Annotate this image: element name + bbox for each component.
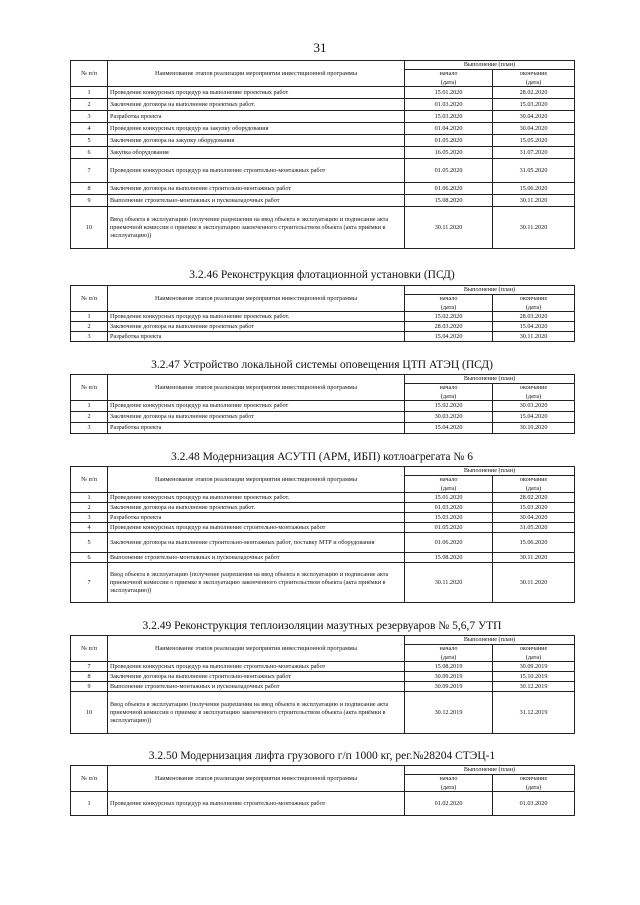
row-start: 30.11.2020 xyxy=(405,207,493,249)
header-date: (дата) xyxy=(493,79,575,87)
table-row xyxy=(71,662,575,672)
row-end: 30.11.2020 xyxy=(493,563,575,603)
table-row xyxy=(71,503,575,513)
row-end: 15.06.2020 xyxy=(493,183,575,195)
header-start: начало xyxy=(405,384,493,393)
schedule-table xyxy=(70,285,575,342)
header-date: (дата) xyxy=(405,784,493,792)
header-start: начало xyxy=(405,476,493,485)
header-end: окончание xyxy=(493,70,575,79)
row-name: Проведение конкурсных процедур на выполнение строительно-монтажных работ xyxy=(108,159,405,183)
row-end: 31.05.2020 xyxy=(493,523,575,533)
schedule-table xyxy=(70,765,575,816)
row-start: 01.05.2020 xyxy=(405,159,493,183)
row-start: 15.08.2019 xyxy=(405,662,493,672)
section-heading: 3.2.47 Устройство локальной системы оповещения ЦТП АТЭЦ (ПСД) xyxy=(151,359,493,371)
row-name: Заключение договора на выполнение проектных работ. xyxy=(108,99,405,111)
table-row xyxy=(71,123,575,135)
row-num: 2 xyxy=(71,322,108,332)
header-exec: Выполнение (план) xyxy=(405,467,575,476)
table-row xyxy=(71,513,575,523)
row-start: 15.03.2020 xyxy=(405,513,493,523)
row-end: 30.11.2020 xyxy=(493,332,575,342)
header-num: № п/п xyxy=(71,467,108,493)
row-name: Закупка оборудования xyxy=(108,147,405,159)
row-num: 6 xyxy=(71,553,108,563)
row-num: 3 xyxy=(71,513,108,523)
table-row xyxy=(71,159,575,183)
row-num: 5 xyxy=(71,533,108,553)
row-name: Заключение договора на выполнение строительно-монтажных работ xyxy=(108,183,405,195)
header-name: Наименование этапов реализации мероприятия инвестиционной программы xyxy=(108,636,405,662)
row-start: 30.12.2019 xyxy=(405,692,493,734)
table-row xyxy=(71,682,575,692)
section-heading: 3.2.50 Модернизация лифта грузового г/п 1000 кг, рег.№28204 СТЭЦ-1 xyxy=(148,750,496,762)
row-name: Ввод объекта в эксплуатацию (получение разрешения на ввод объекта в эксплуатацию и подписание акта приемочной комиссии о приемке в эксплуатацию законченного строительством объекта (акта приёмки в эксплуатацию)) xyxy=(108,563,405,603)
row-name: Ввод объекта в эксплуатацию (получение разрешения на ввод объекта в эксплуатацию и подписание акта приемочной комиссии о приемке в эксплуатацию законченного строительством объекта (акта приёмки в эксплуатацию)) xyxy=(108,692,405,734)
row-end: 30.11.2020 xyxy=(493,207,575,249)
row-num: 1 xyxy=(71,792,108,816)
table-row xyxy=(71,412,575,423)
table-row xyxy=(71,147,575,159)
row-num: 3 xyxy=(71,332,108,342)
row-start: 30.11.2020 xyxy=(405,563,493,603)
header-num: № п/п xyxy=(71,286,108,312)
header-num: № п/п xyxy=(71,375,108,401)
row-name: Проведение конкурсных процедур на выполнение проектных работ xyxy=(108,401,405,412)
row-start: 01.04.2020 xyxy=(405,123,493,135)
schedule-table-block xyxy=(70,60,574,249)
row-name: Заключение договора на выполнение проектных работ xyxy=(108,412,405,423)
header-end: окончание xyxy=(493,775,575,784)
header-name: Наименование этапов реализации мероприятия инвестиционной программы xyxy=(108,61,405,87)
row-start: 15.02.2020 xyxy=(405,401,493,412)
row-name: Заключение договора на выполнение строительно-монтажных работ xyxy=(108,672,405,682)
row-end: 30.11.2020 xyxy=(493,553,575,563)
table-row xyxy=(71,312,575,322)
row-end: 15.03.2020 xyxy=(493,503,575,513)
header-num: № п/п xyxy=(71,636,108,662)
header-start: начало xyxy=(405,645,493,654)
table-row xyxy=(71,692,575,734)
header-name: Наименование этапов реализации мероприятия инвестиционной программы xyxy=(108,286,405,312)
row-end: 30.03.2020 xyxy=(493,401,575,412)
section-heading: 3.2.48 Модернизация АСУТП (АРМ, ИБП) котлоагрегата № 6 xyxy=(171,451,473,463)
table-row xyxy=(71,401,575,412)
row-num: 7 xyxy=(71,563,108,603)
schedule-table-block xyxy=(70,466,574,603)
row-name: Заключение договора на выполнение строительно-монтажных работ, поставку МТР и оборудования xyxy=(108,533,405,553)
row-start: 01.03.2020 xyxy=(405,503,493,513)
schedule-table xyxy=(70,466,575,603)
row-name: Разработка проекта xyxy=(108,423,405,434)
header-name: Наименование этапов реализации мероприятия инвестиционной программы xyxy=(108,766,405,792)
schedule-table xyxy=(70,60,575,249)
header-date: (дата) xyxy=(493,654,575,662)
table-row xyxy=(71,99,575,111)
row-end: 01.03.2020 xyxy=(493,792,575,816)
row-start: 15.01.2020 xyxy=(405,493,493,503)
row-num: 3 xyxy=(71,423,108,434)
row-name: Проведение конкурсных процедур на выполнение строительно-монтажных работ xyxy=(108,792,405,816)
row-end: 31.05.2020 xyxy=(493,159,575,183)
row-num: 10 xyxy=(71,692,108,734)
table-row xyxy=(71,493,575,503)
table-row xyxy=(71,672,575,682)
row-start: 15.03.2020 xyxy=(405,111,493,123)
row-name: Разработка проекта xyxy=(108,332,405,342)
row-start: 15.02.2020 xyxy=(405,312,493,322)
row-num: 10 xyxy=(71,207,108,249)
table-row xyxy=(71,207,575,249)
row-name: Заключение договора на закупку оборудования xyxy=(108,135,405,147)
header-exec: Выполнение (план) xyxy=(405,61,575,70)
row-num: 3 xyxy=(71,111,108,123)
row-num: 1 xyxy=(71,401,108,412)
header-num: № п/п xyxy=(71,61,108,87)
row-num: 6 xyxy=(71,147,108,159)
header-start: начало xyxy=(405,70,493,79)
row-end: 28.02.2020 xyxy=(493,493,575,503)
row-name: Ввод объекта в эксплуатацию (получение разрешения на ввод объекта в эксплуатацию и подписание акта приемочной комиссии о приемке в эксплуатацию законченного строительством объекта (акта приёмки в эксплуатацию)) xyxy=(108,207,405,249)
row-end: 30.04.2020 xyxy=(493,513,575,523)
row-name: Проведение конкурсных процедур на выполнение проектных работ xyxy=(108,87,405,99)
row-name: Проведение конкурсных процедур на выполнение проектных работ. xyxy=(108,312,405,322)
schedule-table-block xyxy=(70,765,574,816)
row-name: Разработка проекта xyxy=(108,111,405,123)
row-num: 2 xyxy=(71,412,108,423)
row-end: 15.04.2020 xyxy=(493,322,575,332)
row-start: 01.06.2020 xyxy=(405,183,493,195)
header-exec: Выполнение (план) xyxy=(405,766,575,775)
row-start: 15.08.2020 xyxy=(405,195,493,207)
header-date: (дата) xyxy=(405,485,493,493)
header-date: (дата) xyxy=(405,393,493,401)
header-date: (дата) xyxy=(405,79,493,87)
row-name: Проведение конкурсных процедур на выполнение строительно-монтажных работ xyxy=(108,523,405,533)
row-num: 4 xyxy=(71,123,108,135)
table-row xyxy=(71,87,575,99)
header-date: (дата) xyxy=(405,654,493,662)
row-start: 01.03.2020 xyxy=(405,99,493,111)
row-num: 9 xyxy=(71,682,108,692)
header-date: (дата) xyxy=(405,304,493,312)
row-end: 15.06.2020 xyxy=(493,533,575,553)
section-heading: 3.2.46 Реконструкция флотационной установки (ПСД) xyxy=(189,269,455,281)
row-end: 15.04.2020 xyxy=(493,412,575,423)
row-end: 15.05.2020 xyxy=(493,135,575,147)
table-row xyxy=(71,135,575,147)
row-start: 30.09.2019 xyxy=(405,672,493,682)
row-start: 16.05.2020 xyxy=(405,147,493,159)
table-row xyxy=(71,553,575,563)
row-start: 15.04.2020 xyxy=(405,332,493,342)
header-date: (дата) xyxy=(493,784,575,792)
schedule-table xyxy=(70,374,575,434)
row-start: 15.08.2020 xyxy=(405,553,493,563)
header-name: Наименование этапов реализации мероприятия инвестиционной программы xyxy=(108,467,405,493)
row-end: 15.10.2019 xyxy=(493,672,575,682)
header-end: окончание xyxy=(493,295,575,304)
header-start: начало xyxy=(405,295,493,304)
row-start: 01.06.2020 xyxy=(405,533,493,553)
table-row xyxy=(71,533,575,553)
row-start: 01.05.2020 xyxy=(405,135,493,147)
row-start: 28.03.2020 xyxy=(405,322,493,332)
header-exec: Выполнение (план) xyxy=(405,286,575,295)
section-heading: 3.2.49 Реконструкция теплоизоляции мазутных резервуаров № 5,6,7 УТП xyxy=(142,620,502,632)
row-name: Выполнение строительно-монтажных и пусконаладочных работ xyxy=(108,195,405,207)
row-end: 31.07.2020 xyxy=(493,147,575,159)
header-end: окончание xyxy=(493,645,575,654)
row-num: 2 xyxy=(71,503,108,513)
row-num: 9 xyxy=(71,195,108,207)
row-end: 30.09.2019 xyxy=(493,662,575,672)
table-row xyxy=(71,322,575,332)
row-start: 15.01.2020 xyxy=(405,87,493,99)
row-end: 30.04.2020 xyxy=(493,123,575,135)
row-num: 1 xyxy=(71,87,108,99)
table-row xyxy=(71,183,575,195)
table-row xyxy=(71,563,575,603)
header-exec: Выполнение (план) xyxy=(405,636,575,645)
row-num: 2 xyxy=(71,99,108,111)
row-num: 7 xyxy=(71,159,108,183)
table-row xyxy=(71,792,575,816)
table-row xyxy=(71,423,575,434)
header-end: окончание xyxy=(493,384,575,393)
header-exec: Выполнение (план) xyxy=(405,375,575,384)
page-number: 31 xyxy=(313,40,327,55)
row-num: 8 xyxy=(71,672,108,682)
row-start: 01.05.2020 xyxy=(405,523,493,533)
row-name: Заключение договора на выполнение проектных работ xyxy=(108,322,405,332)
table-row xyxy=(71,111,575,123)
schedule-table xyxy=(70,635,575,734)
row-start: 30.09.2019 xyxy=(405,682,493,692)
schedule-table-block xyxy=(70,374,574,434)
header-name: Наименование этапов реализации мероприятия инвестиционной программы xyxy=(108,375,405,401)
row-end: 15.03.2020 xyxy=(493,99,575,111)
header-end: окончание xyxy=(493,476,575,485)
header-date: (дата) xyxy=(493,393,575,401)
row-name: Заключение договора на выполнение проектных работ. xyxy=(108,503,405,513)
row-name: Проведение конкурсных процедур на закупку оборудования xyxy=(108,123,405,135)
row-name: Разработка проекта xyxy=(108,513,405,523)
header-num: № п/п xyxy=(71,766,108,792)
row-num: 4 xyxy=(71,523,108,533)
row-end: 31.12.2019 xyxy=(493,692,575,734)
row-name: Проведение конкурсных процедур на выполнение строительно-монтажных работ xyxy=(108,662,405,672)
row-num: 1 xyxy=(71,312,108,322)
header-start: начало xyxy=(405,775,493,784)
row-end: 28.03.2020 xyxy=(493,312,575,322)
table-row xyxy=(71,332,575,342)
row-num: 5 xyxy=(71,135,108,147)
row-num: 1 xyxy=(71,493,108,503)
row-end: 30.04.2020 xyxy=(493,111,575,123)
header-date: (дата) xyxy=(493,485,575,493)
table-row xyxy=(71,523,575,533)
table-row xyxy=(71,195,575,207)
row-start: 01.02.2020 xyxy=(405,792,493,816)
row-name: Проведение конкурсных процедур на выполнение проектных работ. xyxy=(108,493,405,503)
row-name: Выполнение строительно-монтажных и пусконаладочных работ xyxy=(108,682,405,692)
row-num: 8 xyxy=(71,183,108,195)
row-end: 30.10.2020 xyxy=(493,423,575,434)
row-start: 30.03.2020 xyxy=(405,412,493,423)
schedule-table-block xyxy=(70,635,574,734)
row-name: Выполнение строительно-монтажных и пусконаладочных работ xyxy=(108,553,405,563)
header-date: (дата) xyxy=(493,304,575,312)
schedule-table-block xyxy=(70,285,574,342)
row-end: 28.02.2020 xyxy=(493,87,575,99)
row-start: 15.04.2020 xyxy=(405,423,493,434)
row-num: 7 xyxy=(71,662,108,672)
row-end: 30.11.2020 xyxy=(493,195,575,207)
row-end: 30.12.2019 xyxy=(493,682,575,692)
